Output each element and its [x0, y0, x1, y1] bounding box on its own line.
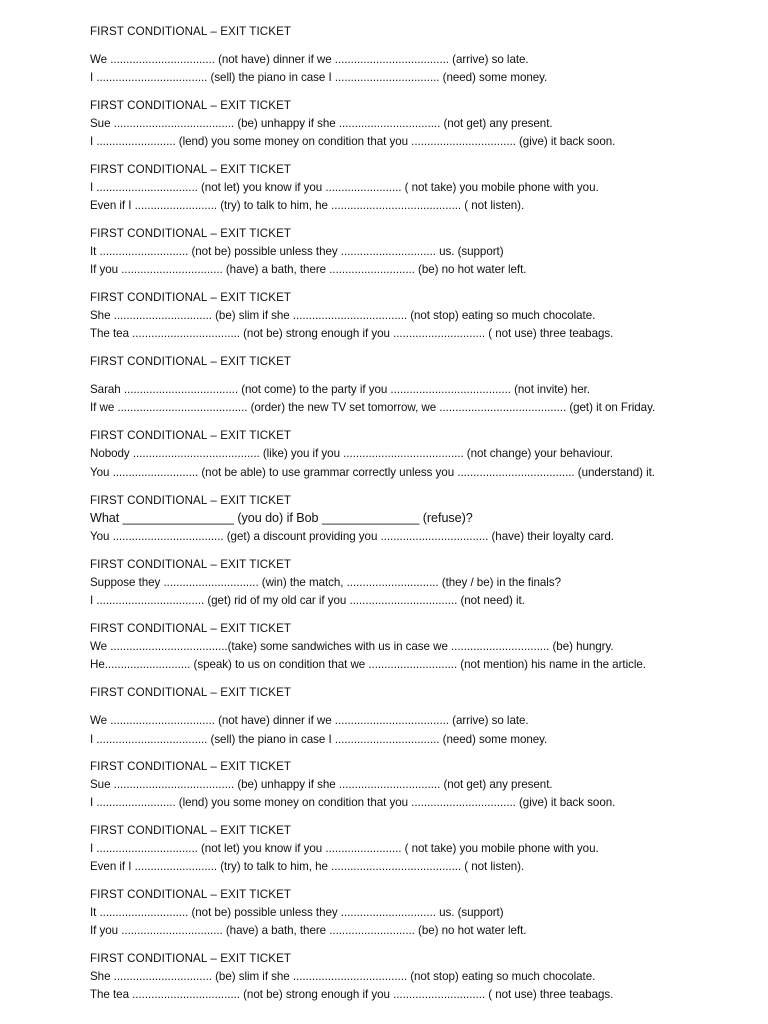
- exercise-sentence: I .................................. (get) rid of my old car if you .................................. (not need) it.: [90, 594, 525, 607]
- exercise-sentence: He........................... (speak) to us on condition that we ............................ (not mention) his name in the article.: [90, 658, 646, 671]
- exercise-sentence: You ........................... (not be able) to use grammar correctly unless you ..................................... (understand) it.: [90, 466, 655, 479]
- exercise-sentence: I ................................... (sell) the piano in case I ................................. (need) some money.: [90, 733, 548, 746]
- ticket-heading: FIRST CONDITIONAL – EXIT TICKET: [90, 163, 292, 176]
- exercise-sentence: Sue ...................................... (be) unhappy if she ................................ (not get) any present.: [90, 117, 553, 130]
- exercise-sentence: I ................................ (not let) you know if you ........................ ( not take) you mobile phone with you.: [90, 181, 599, 194]
- exercise-sentence: If you ................................ (have) a bath, there ........................... (be) no hot water left.: [90, 263, 527, 276]
- ticket-heading: FIRST CONDITIONAL – EXIT TICKET: [90, 429, 292, 442]
- exercise-sentence: I ......................... (lend) you some money on condition that you ................................. (give) it back soon.: [90, 796, 616, 809]
- exercise-sentence: What ________________ (you do) if Bob ______________ (refuse)?: [90, 511, 473, 525]
- exercise-sentence: Even if I .......................... (try) to talk to him, he ......................................... ( not listen).: [90, 199, 525, 212]
- ticket-heading: FIRST CONDITIONAL – EXIT TICKET: [90, 291, 292, 304]
- exercise-sentence: I ......................... (lend) you some money on condition that you ................................. (give) it back soon.: [90, 135, 616, 148]
- exercise-sentence: We ................................. (not have) dinner if we .................................... (arrive) so late.: [90, 714, 529, 727]
- ticket-heading: FIRST CONDITIONAL – EXIT TICKET: [90, 622, 292, 635]
- exercise-sentence: I ................................ (not let) you know if you ........................ ( not take) you mobile phone with you.: [90, 842, 599, 855]
- exercise-sentence: Even if I .......................... (try) to talk to him, he ......................................... ( not listen).: [90, 860, 525, 873]
- exercise-sentence: We .....................................(take) some sandwiches with us in case we ............................... (be) hungry.: [90, 640, 614, 653]
- exercise-sentence: It ............................ (not be) possible unless they .............................. us. (support): [90, 906, 504, 919]
- exercise-sentence: The tea .................................. (not be) strong enough if you ............................. ( not use) three teabags.: [90, 327, 614, 340]
- ticket-heading: FIRST CONDITIONAL – EXIT TICKET: [90, 824, 292, 837]
- exercise-sentence: I ................................... (sell) the piano in case I ................................. (need) some money.: [90, 71, 548, 84]
- ticket-heading: FIRST CONDITIONAL – EXIT TICKET: [90, 952, 292, 965]
- exercise-sentence: The tea .................................. (not be) strong enough if you ............................. ( not use) three teabags.: [90, 988, 614, 1001]
- exercise-sentence: If you ................................ (have) a bath, there ........................... (be) no hot water left.: [90, 924, 527, 937]
- exercise-sentence: We ................................. (not have) dinner if we .................................... (arrive) so late.: [90, 53, 529, 66]
- ticket-heading: FIRST CONDITIONAL – EXIT TICKET: [90, 25, 292, 38]
- ticket-heading: FIRST CONDITIONAL – EXIT TICKET: [90, 558, 292, 571]
- exercise-sentence: Sarah .................................... (not come) to the party if you ...................................... (not invite) her.: [90, 383, 590, 396]
- exercise-sentence: If we ......................................... (order) the new TV set tomorrow, we ........................................ (get) it on Friday.: [90, 401, 656, 414]
- exercise-sentence: You ................................... (get) a discount providing you .................................. (have) their loyalty card.: [90, 530, 614, 543]
- exercise-sentence: It ............................ (not be) possible unless they .............................. us. (support): [90, 245, 504, 258]
- exercise-sentence: She ............................... (be) slim if she .................................... (not stop) eating so much chocolate.: [90, 309, 596, 322]
- exercise-sentence: Sue ...................................... (be) unhappy if she ................................ (not get) any present.: [90, 778, 553, 791]
- exercise-sentence: Suppose they .............................. (win) the match, ............................. (they / be) in the finals?: [90, 576, 561, 589]
- ticket-heading: FIRST CONDITIONAL – EXIT TICKET: [90, 99, 292, 112]
- ticket-heading: FIRST CONDITIONAL – EXIT TICKET: [90, 494, 292, 507]
- ticket-heading: FIRST CONDITIONAL – EXIT TICKET: [90, 686, 292, 699]
- ticket-heading: FIRST CONDITIONAL – EXIT TICKET: [90, 760, 292, 773]
- exercise-sentence: Nobody ........................................ (like) you if you ...................................... (not change) your behaviour.: [90, 447, 614, 460]
- ticket-heading: FIRST CONDITIONAL – EXIT TICKET: [90, 355, 292, 368]
- exercise-sentence: She ............................... (be) slim if she .................................... (not stop) eating so much chocolate.: [90, 970, 596, 983]
- ticket-heading: FIRST CONDITIONAL – EXIT TICKET: [90, 227, 292, 240]
- ticket-heading: FIRST CONDITIONAL – EXIT TICKET: [90, 888, 292, 901]
